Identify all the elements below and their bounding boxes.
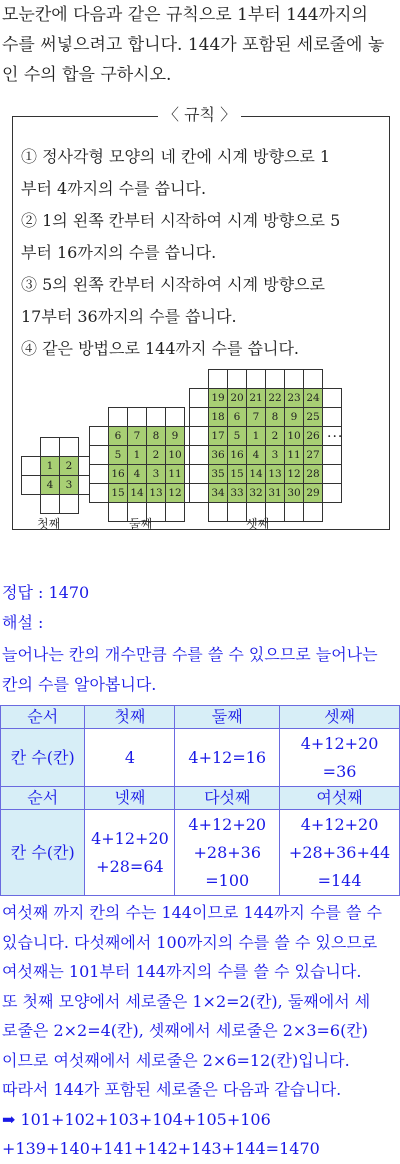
grid-cell: 10 bbox=[166, 446, 185, 465]
grid-cell: 31 bbox=[266, 484, 285, 503]
table-cell: 4+12+20 +28+36+44 =144 bbox=[280, 810, 400, 896]
grid-cell: 4 bbox=[247, 446, 266, 465]
answer-line: 정답 : 1470 bbox=[2, 583, 90, 602]
question-line: 인 수의 합을 구하시오. bbox=[2, 65, 172, 85]
figure-caption: 둘째 bbox=[129, 517, 153, 531]
figure-third-grid bbox=[189, 369, 342, 522]
rule-line: 17부터 36까지의 수를 씁니다. bbox=[21, 307, 237, 326]
grid-cell: 32 bbox=[247, 484, 266, 503]
grid-cell: 28 bbox=[304, 465, 323, 484]
explain-line: 또 첫째 모양에서 세로줄은 1×2=2(칸), 둘째에서 세 bbox=[2, 991, 371, 1011]
grid-cell: 11 bbox=[285, 446, 304, 465]
table-header: 순서 bbox=[1, 787, 85, 810]
figure-caption: 셋째 bbox=[246, 517, 270, 531]
explain-line: 늘어나는 칸의 개수만큼 수를 쓸 수 있으므로 늘어나는 bbox=[2, 645, 378, 664]
rule-line: ① 정사각형 모양의 네 칸에 시계 방향으로 1 bbox=[21, 147, 331, 166]
explain-line: 있습니다. 다섯째에서 100까지의 수를 쓸 수 있으므로 bbox=[2, 932, 378, 952]
table-header: 다섯째 bbox=[175, 787, 280, 810]
question-text bbox=[2, 0, 398, 90]
question-line: 모눈칸에 다음과 같은 규칙으로 1부터 144까지의 bbox=[2, 5, 368, 25]
table-cell: 4+12+20 +28+36 =100 bbox=[175, 810, 280, 896]
explain-line: 칸의 수를 알아봅니다. bbox=[2, 675, 157, 694]
rules-title: 〈 규칙 〉 bbox=[158, 104, 241, 126]
explain-line: 이므로 여섯째에서 세로줄은 2×6=12(칸)입니다. bbox=[2, 1050, 350, 1070]
grid-cell: 14 bbox=[128, 484, 147, 503]
grid-cell: 16 bbox=[109, 465, 128, 484]
table-header: 넷째 bbox=[85, 787, 175, 810]
explain-line: 여섯째 까지 칸의 수는 144이므로 144까지 수를 쓸 수 bbox=[2, 903, 382, 922]
figure-caption: 첫째 bbox=[37, 517, 61, 531]
table-header: 순서 bbox=[1, 706, 85, 729]
grid-cell: 6 bbox=[228, 408, 247, 427]
rule-line: ② 1의 왼쪽 칸부터 시작하여 시계 방향으로 5 bbox=[21, 211, 341, 230]
rules-box bbox=[12, 105, 390, 531]
grid-cell: 29 bbox=[304, 484, 323, 503]
table-cell: 4+12+20 =36 bbox=[280, 729, 400, 787]
grid-cell: 11 bbox=[166, 465, 185, 484]
ellipsis: ··· bbox=[327, 429, 344, 445]
grid-cell: 8 bbox=[266, 408, 285, 427]
grid-cell: 4 bbox=[41, 476, 60, 495]
table-cell: 4+12=16 bbox=[175, 729, 280, 787]
table-row-label: 칸 수(칸) bbox=[1, 729, 85, 787]
grid-cell: 7 bbox=[128, 427, 147, 446]
grid-cell: 9 bbox=[285, 408, 304, 427]
grid-cell: 33 bbox=[228, 484, 247, 503]
grid-cell: 34 bbox=[209, 484, 228, 503]
grid-cell: 26 bbox=[304, 427, 323, 446]
grid-cell: 30 bbox=[285, 484, 304, 503]
grid-cell: 20 bbox=[228, 389, 247, 408]
grid-cell: 2 bbox=[147, 446, 166, 465]
grid-cell: 9 bbox=[166, 427, 185, 446]
grid-cell: 15 bbox=[109, 484, 128, 503]
table-cell: 4 bbox=[85, 729, 175, 787]
grid-cell: 25 bbox=[304, 408, 323, 427]
grid-cell: 15 bbox=[228, 465, 247, 484]
explain-line: 로줄은 2×2=4(칸), 셋째에서 세로줄은 2×3=6(칸) bbox=[2, 1021, 369, 1040]
explain-label: 해설 : bbox=[2, 613, 44, 632]
grid-cell: 1 bbox=[41, 457, 60, 476]
grid-cell: 10 bbox=[285, 427, 304, 446]
grid-cell: 23 bbox=[285, 389, 304, 408]
grid-cell: 3 bbox=[147, 465, 166, 484]
table-header: 첫째 bbox=[85, 706, 175, 729]
explain-line: ➡ 101+102+103+104+105+106 bbox=[2, 1109, 271, 1129]
grid-cell: 16 bbox=[228, 446, 247, 465]
grid-cell: 4 bbox=[128, 465, 147, 484]
grid-cell: 22 bbox=[266, 389, 285, 408]
figure-first-grid bbox=[21, 437, 98, 514]
explain-line: +139+140+141+142+143+144=1470 bbox=[2, 1139, 320, 1158]
rule-line: 부터 4까지의 수를 씁니다. bbox=[21, 179, 207, 198]
grid-cell: 21 bbox=[247, 389, 266, 408]
explain-line: 따라서 144가 포함된 세로줄은 다음과 같습니다. bbox=[2, 1080, 342, 1099]
table-header: 여섯째 bbox=[280, 787, 400, 810]
grid-cell: 18 bbox=[209, 408, 228, 427]
grid-cell: 3 bbox=[266, 446, 285, 465]
grid-cell: 3 bbox=[60, 476, 79, 495]
grid-cell: 5 bbox=[109, 446, 128, 465]
grid-cell: 12 bbox=[166, 484, 185, 503]
grid-cell: 2 bbox=[266, 427, 285, 446]
table-row-label: 칸 수(칸) bbox=[1, 810, 85, 896]
rule-line: ③ 5의 왼쪽 칸부터 시작하여 시계 방향으로 bbox=[21, 275, 325, 294]
rule-line: 부터 16까지의 수를 씁니다. bbox=[21, 243, 217, 262]
table-cell: 4+12+20 +28=64 bbox=[85, 810, 175, 896]
explain-intro bbox=[2, 640, 398, 700]
grid-cell: 24 bbox=[304, 389, 323, 408]
grid-cell: 17 bbox=[209, 427, 228, 446]
question-line: 수를 써넣으려고 합니다. 144가 포함된 세로줄에 놓 bbox=[2, 35, 385, 55]
rule-line: ④ 같은 방법으로 144까지 수를 씁니다. bbox=[21, 339, 299, 358]
table-header: 셋째 bbox=[280, 706, 400, 729]
explain-body bbox=[2, 898, 398, 1164]
grid-cell: 19 bbox=[209, 389, 228, 408]
table-header: 둘째 bbox=[175, 706, 280, 729]
figure-second-grid bbox=[89, 407, 204, 522]
grid-cell: 7 bbox=[247, 408, 266, 427]
grid-cell: 5 bbox=[228, 427, 247, 446]
grid-cell: 35 bbox=[209, 465, 228, 484]
grid-cell: 8 bbox=[147, 427, 166, 446]
grid-cell: 2 bbox=[60, 457, 79, 476]
grid-cell: 36 bbox=[209, 446, 228, 465]
grid-cell: 13 bbox=[266, 465, 285, 484]
grid-cell: 12 bbox=[285, 465, 304, 484]
grid-cell: 1 bbox=[128, 446, 147, 465]
grid-cell: 1 bbox=[247, 427, 266, 446]
cell-count-table bbox=[0, 705, 400, 896]
grid-cell: 27 bbox=[304, 446, 323, 465]
grid-cell: 6 bbox=[109, 427, 128, 446]
grid-cell: 14 bbox=[247, 465, 266, 484]
explain-line: 여섯째는 101부터 144까지의 수를 쓸 수 있습니다. bbox=[2, 962, 362, 981]
grid-cell: 13 bbox=[147, 484, 166, 503]
